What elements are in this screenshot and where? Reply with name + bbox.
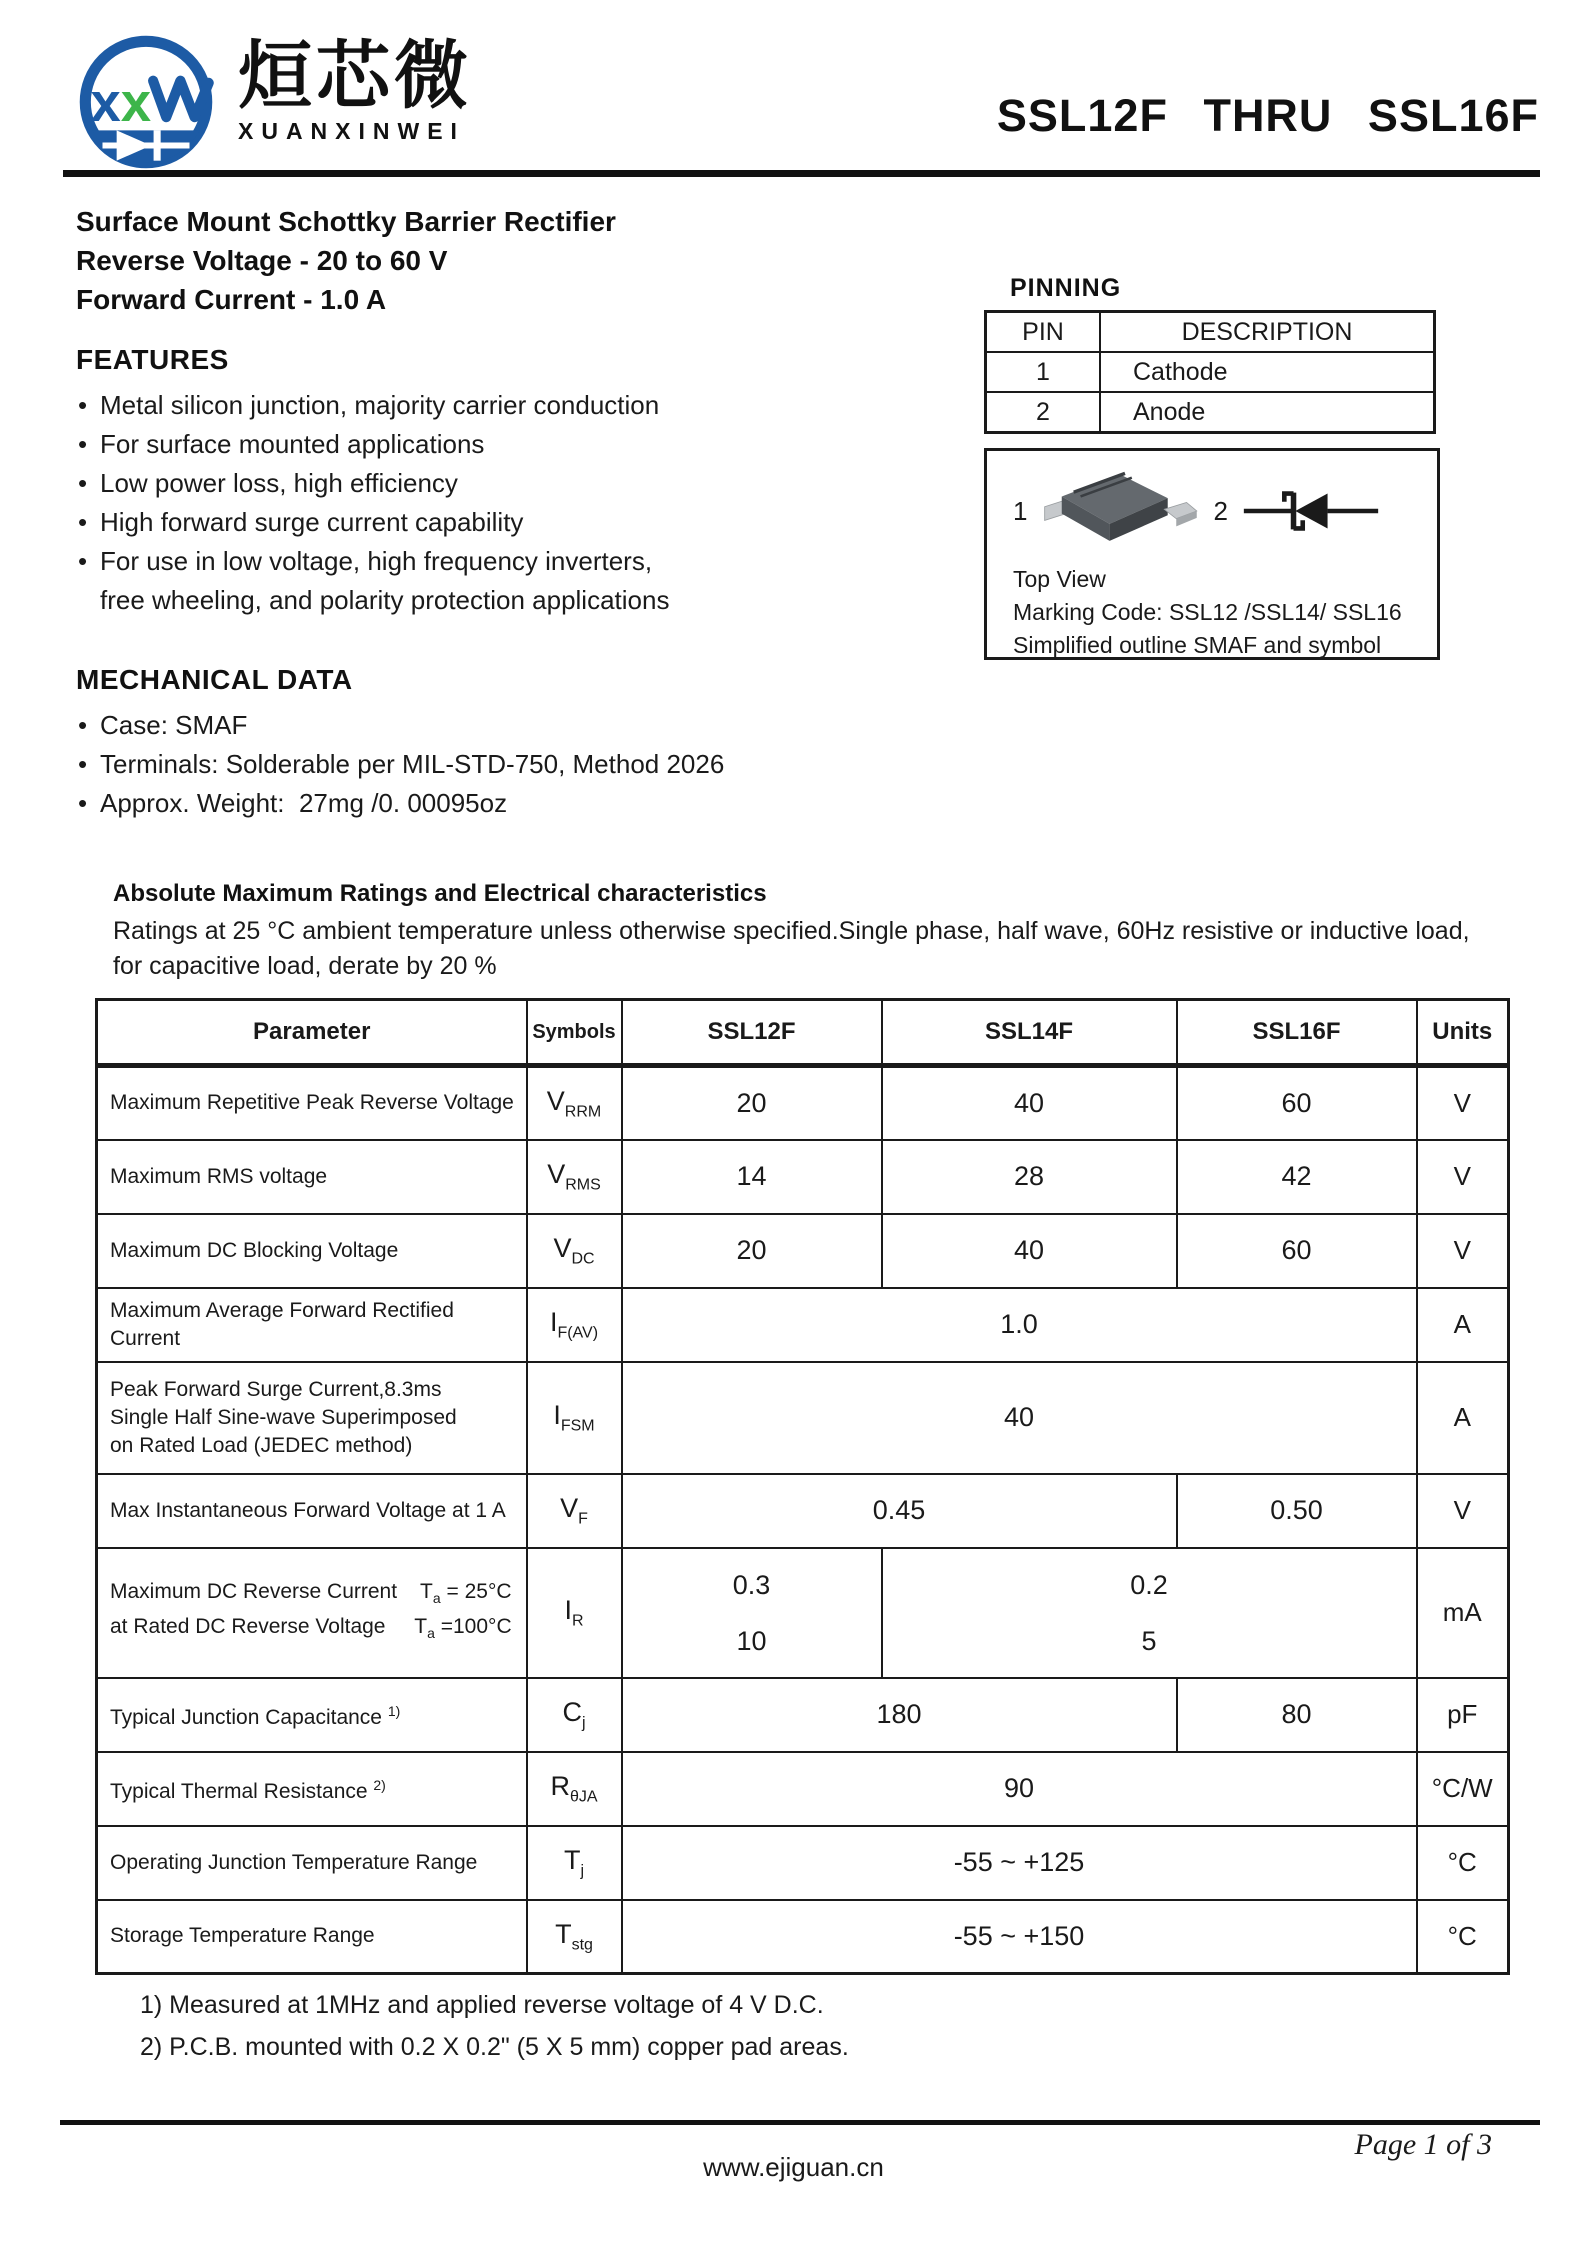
spec-header-row [97, 1000, 1509, 1066]
spec-unit: V [1417, 1474, 1509, 1548]
document-title: SSL12F THRU SSL16F [996, 90, 1539, 141]
pin-table [984, 310, 1436, 434]
spec-symbol: $I_{F(AV)}$ [527, 1288, 622, 1362]
mechanical-item: • Terminals: Solderable per MIL-STD-750, Method 2026 [76, 745, 976, 784]
mechanical-item: • Approx. Weight: 27mg /0. 00095oz [76, 784, 976, 823]
features-section [76, 344, 976, 620]
spec-unit: pF [1417, 1678, 1509, 1752]
spec-value: 180 [622, 1678, 1177, 1752]
feature-item: • High forward surge current capability [76, 503, 976, 542]
pin-table-row [986, 392, 1435, 433]
pin-number: 1 [986, 352, 1101, 392]
spec-symbol: $V_{RMS}$ [527, 1140, 622, 1214]
spec-header-units: Units [1417, 1000, 1509, 1066]
mechanical-section [76, 664, 976, 823]
package-outline-box [984, 448, 1440, 660]
spec-unit: A [1417, 1362, 1509, 1474]
spec-value: -55 ~ +125 [622, 1826, 1417, 1900]
spec-parameter: Maximum RMS voltage [97, 1140, 527, 1214]
spec-value: 1.0 [622, 1288, 1417, 1362]
spec-symbol: $V_{DC}$ [527, 1214, 622, 1288]
spec-row [97, 1214, 1509, 1288]
feature-item: • For use in low voltage, high frequency inverters, [76, 542, 976, 581]
ratings-title: Absolute Maximum Ratings and Electrical characteristics [113, 880, 767, 907]
spec-parameter: Max Instantaneous Forward Voltage at 1 A [97, 1474, 527, 1548]
spec-symbol: $T_j$ [527, 1826, 622, 1900]
ratings-section [113, 880, 1553, 984]
package-pin1-label: 1 [1013, 495, 1028, 526]
diode-symbol-icon [1242, 482, 1380, 540]
header-rule [63, 170, 1540, 177]
brand-logo [60, 26, 472, 178]
spec-parameter: Storage Temperature Range [97, 1900, 527, 1974]
brand-logo-icon [60, 26, 232, 178]
spec-unit: A [1417, 1288, 1509, 1362]
spec-value: -55 ~ +150 [622, 1900, 1417, 1974]
mechanical-title: MECHANICAL DATA [76, 664, 353, 695]
spec-value: 42 [1177, 1140, 1417, 1214]
spec-parameter: Maximum Average Forward Rectified Current [97, 1288, 527, 1362]
spec-value: 90 [622, 1752, 1417, 1826]
spec-row [97, 1362, 1509, 1474]
pinning-title: PINNING [1010, 274, 1122, 302]
spec-value: 40 [882, 1066, 1177, 1140]
spec-symbol: $T_{stg}$ [527, 1900, 622, 1974]
mechanical-list [76, 706, 976, 823]
pin-description: Anode [1100, 392, 1435, 433]
brand-name-chinese: 烜芯微 [238, 34, 472, 117]
feature-item: • Low power loss, high efficiency [76, 464, 976, 503]
mechanical-item: • Case: SMAF [76, 706, 976, 745]
spec-parameter: Maximum DC Reverse Current $T_a = 25^\circ C$ at Rated DC Reverse Voltage $T_a =100^\circ C$ [97, 1548, 527, 1678]
spec-row [97, 1474, 1509, 1548]
summary-line: Reverse Voltage - 20 to 60 V [76, 245, 448, 276]
pin-table-header-pin: PIN [986, 312, 1101, 353]
spec-row [97, 1548, 1509, 1678]
spec-symbol: $C_j$ [527, 1678, 622, 1752]
footer-rule [60, 2120, 1540, 2125]
spec-parameter: Operating Junction Temperature Range [97, 1826, 527, 1900]
spec-parameter: Peak Forward Surge Current,8.3ms Single Half Sine-wave Superimposed on Rated Load (JEDEC method) [97, 1362, 527, 1474]
spec-row [97, 1678, 1509, 1752]
spec-symbol: $V_F$ [527, 1474, 622, 1548]
package-top-view-image [1035, 464, 1203, 558]
spec-table [95, 998, 1510, 1975]
spec-unit: V [1417, 1066, 1509, 1140]
ratings-note-line: for capacitive load, derate by 20 % [113, 952, 497, 980]
spec-parameter: Maximum Repetitive Peak Reverse Voltage [97, 1066, 527, 1140]
spec-symbol: $I_{FSM}$ [527, 1362, 622, 1474]
spec-header-ssl16f: SSL16F [1177, 1000, 1417, 1066]
spec-value: 14 [622, 1140, 882, 1214]
pin-table-header-row [986, 312, 1435, 353]
spec-value: 0.50 [1177, 1474, 1417, 1548]
spec-row [97, 1752, 1509, 1826]
spec-row [97, 1826, 1509, 1900]
spec-symbol: $V_{RRM}$ [527, 1066, 622, 1140]
svg-text:x: x [120, 72, 152, 134]
pin-table-header-description: DESCRIPTION [1100, 312, 1435, 353]
spec-value: 0.2 5 [882, 1548, 1417, 1678]
spec-value: 20 [622, 1214, 882, 1288]
spec-value: 40 [622, 1362, 1417, 1474]
spec-unit: V [1417, 1214, 1509, 1288]
pin-description: Cathode [1100, 352, 1435, 392]
spec-unit: °C [1417, 1826, 1509, 1900]
website-text: www.ejiguan.cn [703, 2152, 884, 2182]
spec-parameter: Typical Junction Capacitance $^{1)}$ [97, 1678, 527, 1752]
product-summary [76, 202, 616, 319]
features-title: FEATURES [76, 344, 229, 375]
brand-name-english: XUANXINWEI [238, 118, 465, 144]
spec-symbol: $I_R$ [527, 1548, 622, 1678]
spec-header-ssl12f: SSL12F [622, 1000, 882, 1066]
footnotes [140, 1984, 849, 2068]
package-caption-outline: Simplified outline SMAF and symbol [1013, 632, 1382, 658]
spec-parameter: Typical Thermal Resistance $^{2)}$ [97, 1752, 527, 1826]
spec-row [97, 1140, 1509, 1214]
spec-header-ssl14f: SSL14F [882, 1000, 1177, 1066]
spec-value: 60 [1177, 1066, 1417, 1140]
svg-text:x: x [90, 72, 121, 134]
feature-item: free wheeling, and polarity protection applications [100, 585, 670, 615]
spec-value: 0.45 [622, 1474, 1177, 1548]
spec-table-body [97, 1066, 1509, 1974]
footnote-1: 1) Measured at 1MHz and applied reverse voltage of 4 V D.C. [140, 1991, 824, 2019]
package-caption-marking-code: Marking Code: SSL12 /SSL14/ SSL16 [1013, 599, 1402, 625]
ratings-note-line: Ratings at 25 °C ambient temperature unless otherwise specified.Single phase, half wave, 60Hz resistive or inductive load, [113, 917, 1470, 945]
feature-item: • For surface mounted applications [76, 425, 976, 464]
package-caption-top-view: Top View [1013, 566, 1106, 592]
features-list [76, 386, 976, 620]
spec-value: 80 [1177, 1678, 1417, 1752]
feature-item: • Metal silicon junction, majority carrier conduction [76, 386, 976, 425]
spec-header-parameter: Parameter [97, 1000, 527, 1066]
package-figure [987, 451, 1437, 559]
pin-number: 2 [986, 392, 1101, 433]
summary-line: Forward Current - 1.0 A [76, 284, 387, 315]
spec-value: 60 [1177, 1214, 1417, 1288]
spec-unit: °C [1417, 1900, 1509, 1974]
spec-value: 20 [622, 1066, 882, 1140]
package-pin2-label: 2 [1213, 495, 1228, 526]
spec-row [97, 1288, 1509, 1362]
spec-row [97, 1066, 1509, 1140]
spec-unit: °C/W [1417, 1752, 1509, 1826]
spec-header-symbols: Symbols [527, 1000, 622, 1066]
page-number: Page 1 of 3 [1354, 2128, 1492, 2161]
spec-unit: V [1417, 1140, 1509, 1214]
spec-parameter: Maximum DC Blocking Voltage [97, 1214, 527, 1288]
spec-symbol: $R_{\theta JA}$ [527, 1752, 622, 1826]
pin-table-row [986, 352, 1435, 392]
spec-value: 40 [882, 1214, 1177, 1288]
spec-unit: mA [1417, 1548, 1509, 1678]
spec-value: 28 [882, 1140, 1177, 1214]
summary-line: Surface Mount Schottky Barrier Rectifier [76, 206, 616, 237]
spec-value: 0.3 10 [622, 1548, 882, 1678]
spec-row [97, 1900, 1509, 1974]
footnote-2: 2) P.C.B. mounted with 0.2 X 0.2" (5 X 5 mm) copper pad areas. [140, 2033, 849, 2061]
